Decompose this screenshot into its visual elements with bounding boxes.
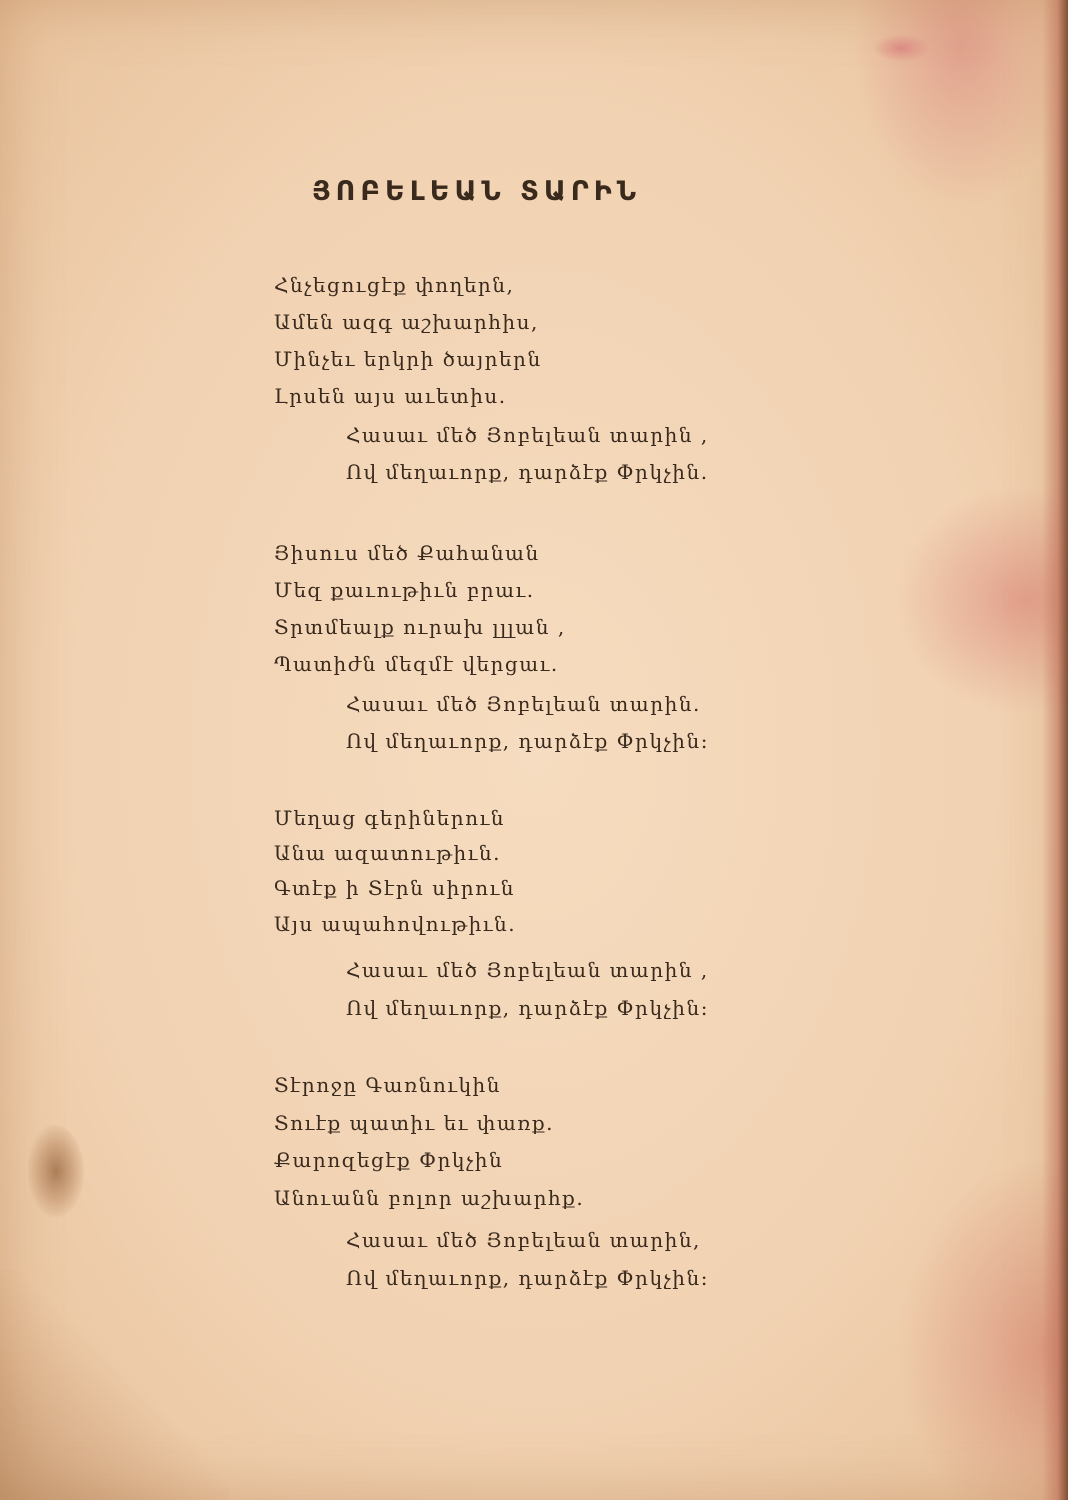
stanza-4-line-3: Քարոզեցէք Փրկչին [274, 1148, 504, 1172]
stanza-2-refrain-2: Ով մեղաւորք, դարձէք Փրկչին: [346, 729, 709, 753]
stanza-1-line-2: Ամեն ազգ աշխարհիս, [274, 310, 539, 334]
stanza-1-line-4: Լրսեն այս աւետիս. [274, 384, 507, 408]
age-stain [28, 1125, 84, 1217]
stanza-4-line-2: Տուէք պատիւ եւ փառք. [274, 1111, 555, 1135]
stanza-3-line-3: Գտէք ի Տէրն սիրուն [274, 876, 516, 900]
stanza-1-refrain-1: Հասաւ մեծ Յոբելեան տարին , [346, 423, 709, 447]
pink-stain [872, 34, 930, 62]
stanza-2-line-4: Պատիժն մեզմէ վերցաւ. [274, 652, 559, 676]
stanza-3-line-2: Անա ազատութիւն. [274, 841, 501, 865]
stanza-3-line-4: Այս ապահովութիւն. [274, 912, 517, 936]
stanza-3-refrain-1: Հասաւ մեծ Յոբելեան տարին , [346, 958, 709, 982]
stanza-4-refrain-1: Հասաւ մեծ Յոբելեան տարին, [346, 1228, 701, 1252]
stanza-3-refrain-2: Ով մեղաւորք, դարձէք Փրկչին: [346, 996, 709, 1020]
stanza-4-line-4: Անուանն բոլոր աշխարհք. [274, 1186, 585, 1210]
poem-title: ՅՈԲԵԼԵԱՆ ՏԱՐԻՆ [312, 176, 642, 207]
stanza-2-line-1: Յիսուս մեծ Քահանան [274, 541, 540, 565]
stanza-4-line-1: Տէրոջը Գառնուկին [274, 1073, 501, 1097]
stanza-3-line-1: Մեղաց գերիներուն [274, 806, 505, 830]
worn-corner [0, 1270, 230, 1500]
stanza-1-refrain-2: Ով մեղաւորք, դարձէք Փրկչին. [346, 460, 709, 484]
stanza-1-line-1: Հնչեցուցէք փողերն, [274, 273, 515, 297]
page-edge-shadow [1042, 0, 1068, 1500]
stanza-2-refrain-1: Հասաւ մեծ Յոբելեան տարին. [346, 692, 701, 716]
stanza-2-line-2: Մեզ քաւութիւն բրաւ. [274, 578, 535, 602]
stanza-4-refrain-2: Ով մեղաւորք, դարձէք Փրկչին: [346, 1266, 709, 1290]
stanza-2-line-3: Տրտմեալք ուրախ լլլան , [274, 615, 566, 639]
stanza-1-line-3: Մինչեւ երկրի ծայրերն [274, 347, 542, 371]
